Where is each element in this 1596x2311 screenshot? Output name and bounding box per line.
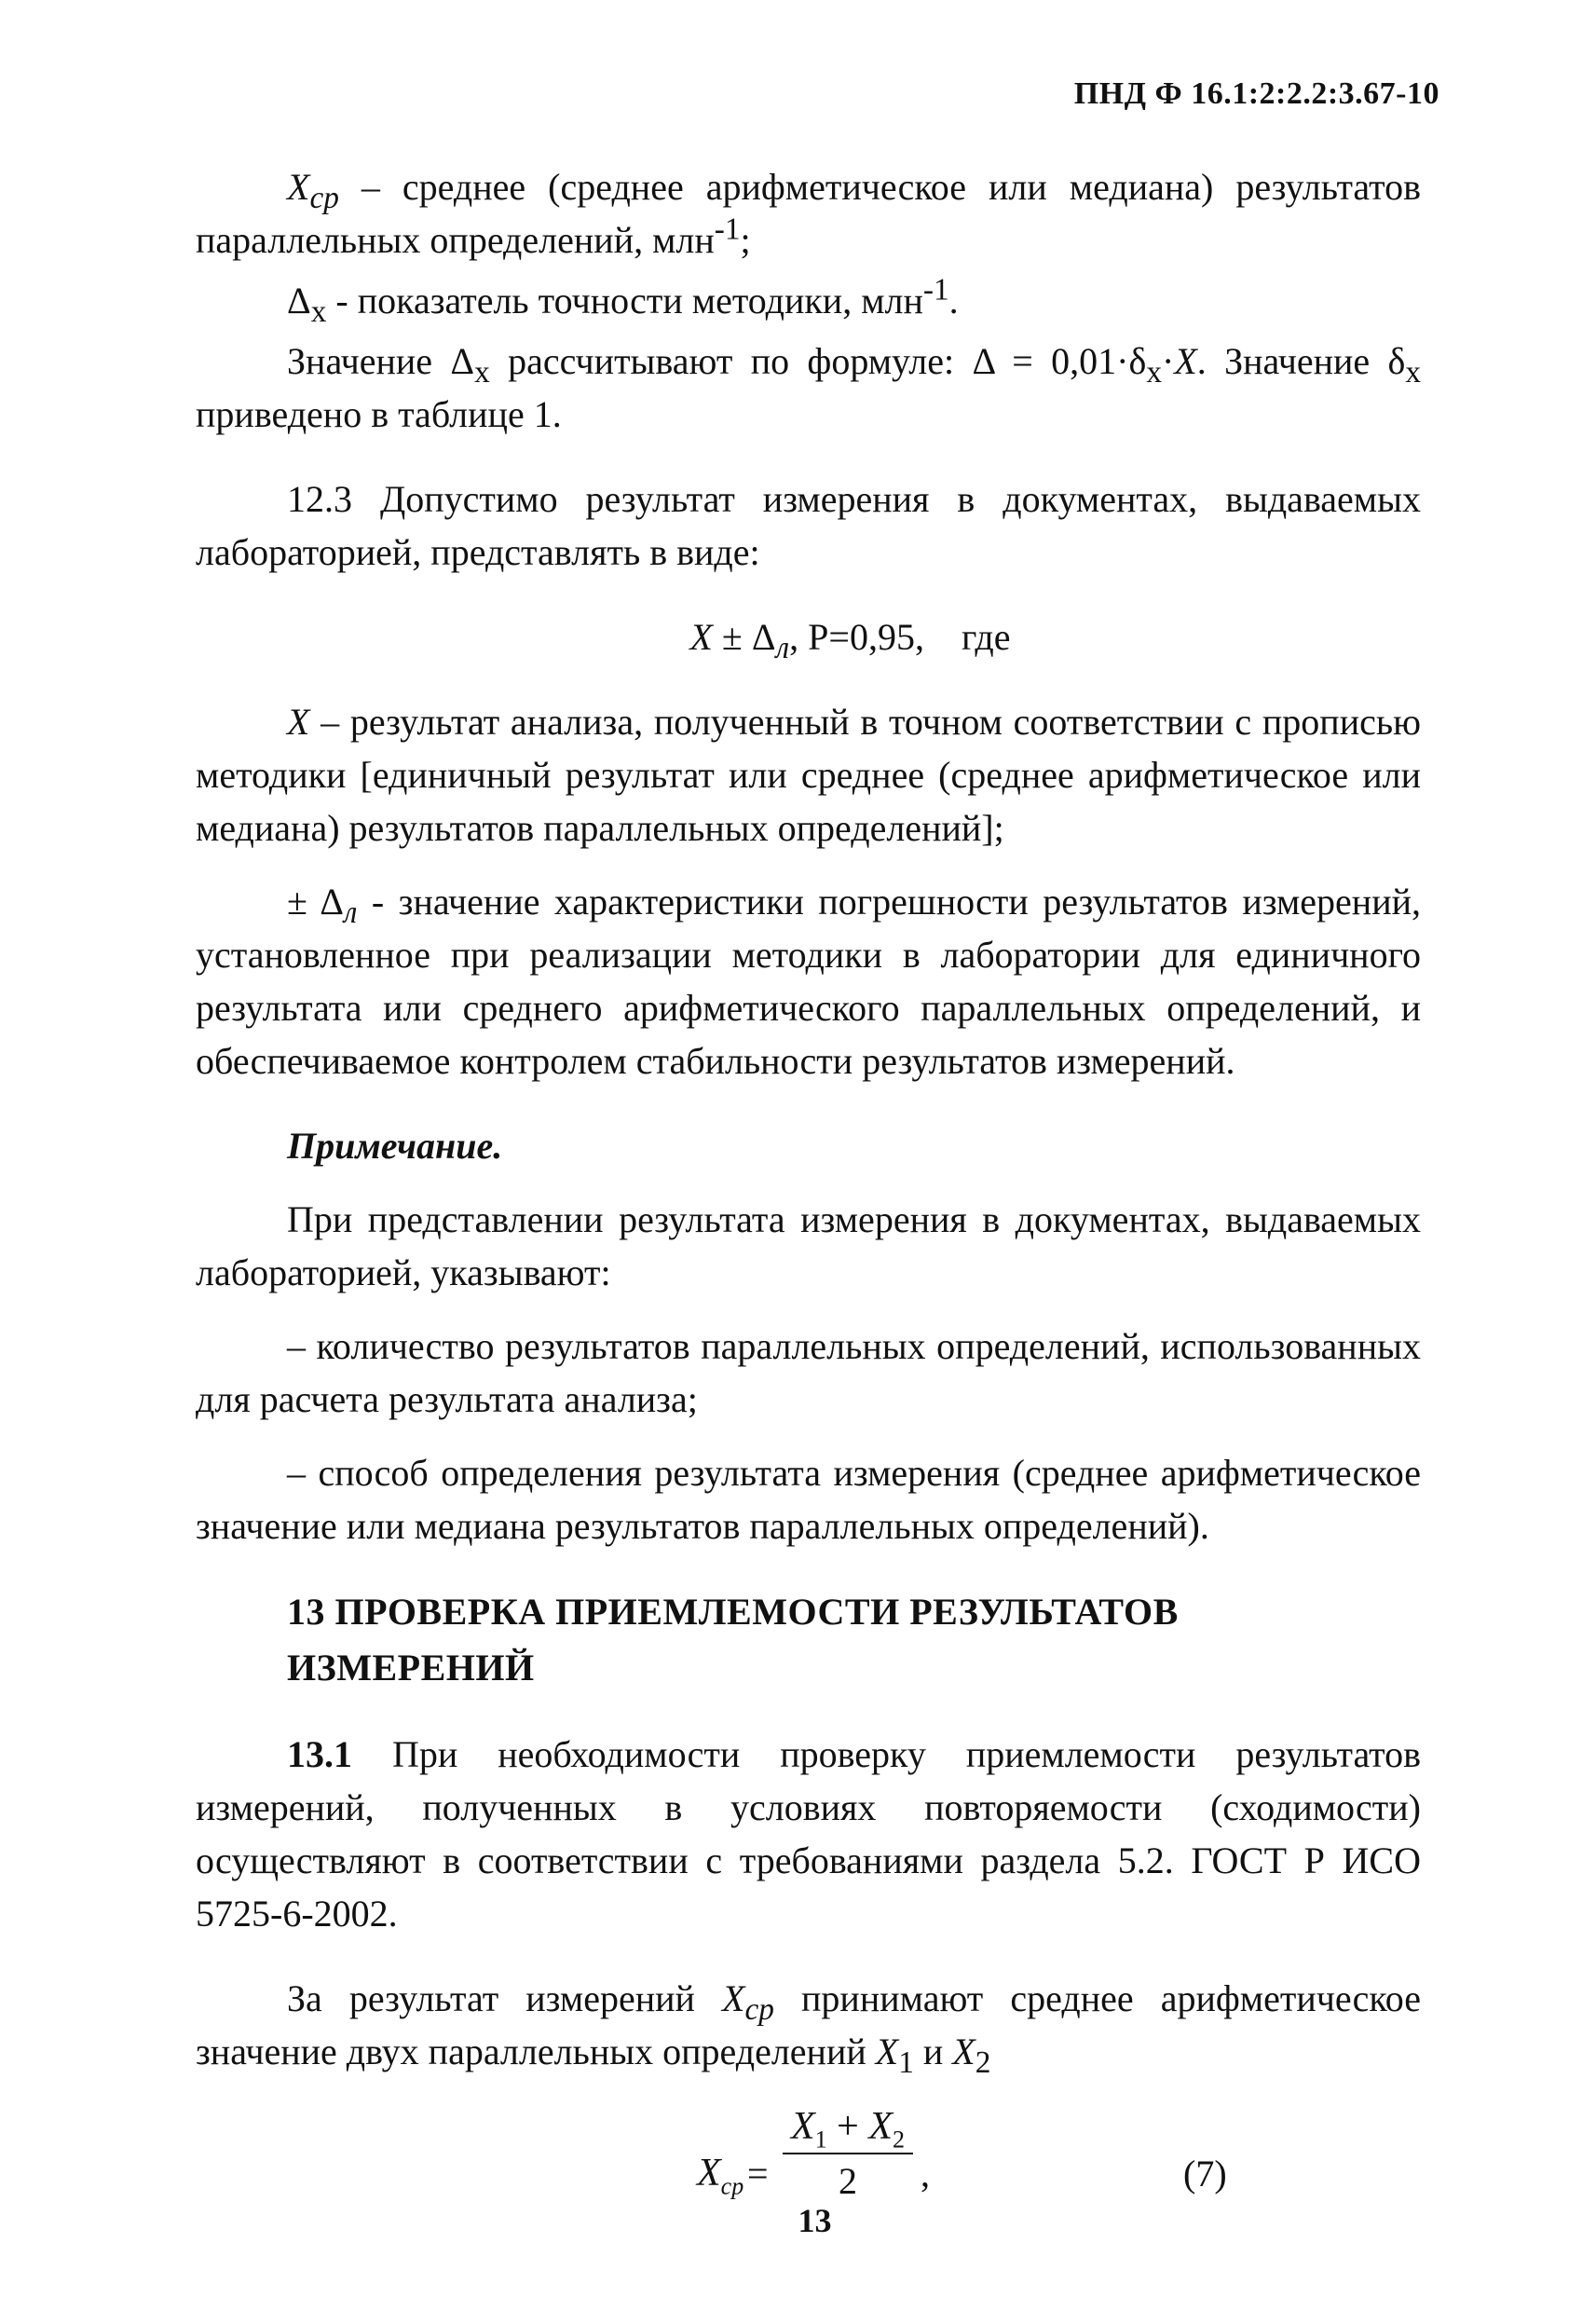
symbol-x: X: [791, 2105, 815, 2148]
punctuation: ;: [740, 219, 751, 261]
page-content: [196, 160, 1421, 2240]
result-formula: [196, 610, 1421, 663]
symbol-x: X: [868, 2105, 893, 2148]
formula-probability: , P=0,95,: [789, 616, 924, 658]
paragraph-13-1: [196, 1728, 1421, 1940]
note-intro: При представлении результата измерения в документах, выдаваемых лабораторией, указывают:: [196, 1198, 1421, 1293]
text-fragment: рассчитывают по формуле: Δ = 0,01·δ: [489, 340, 1147, 382]
definition-pm-delta: [196, 875, 1421, 1087]
superscript: -1: [922, 272, 949, 308]
symbol-x: X: [689, 616, 713, 658]
symbol-sub: x: [474, 355, 490, 390]
symbol-x: X: [1174, 340, 1197, 382]
symbol-x: X: [697, 2152, 721, 2195]
fraction-numerator: [783, 2100, 913, 2154]
equals-sign: =: [747, 2153, 769, 2195]
section-13-heading: [196, 1584, 1421, 1696]
symbol-sub: 1: [898, 2045, 914, 2080]
delta-calculation: [196, 335, 1421, 441]
symbol-sub: л: [343, 896, 358, 930]
text-fragment: ·: [1162, 340, 1175, 382]
text-fragment: . Значение δ: [1196, 340, 1406, 382]
symbol-delta: Δ: [287, 280, 311, 321]
note-item-method: – способ определения результата измерения (среднее арифметическое значение или медиана результатов параллельных определений).: [196, 1452, 1421, 1547]
symbol-sub: 1: [814, 2126, 827, 2154]
fraction: [783, 2100, 913, 2208]
formula-comma: ,: [921, 2153, 930, 2195]
symbol-x: X: [952, 2031, 975, 2072]
page-number: [0, 2201, 1596, 2240]
text-fragment: принимают среднее арифметическое значение двух параллельных определений: [196, 1977, 1421, 2072]
formula-number: (7): [1183, 2153, 1227, 2195]
symbol-pm-delta: ± Δ: [712, 616, 776, 658]
text-fragment: приведено в таблице 1.: [196, 393, 562, 435]
paragraph-12-3: 12.3 Допустимо результат измерения в документах, выдаваемых лабораторией, представлять в виде:: [196, 478, 1421, 573]
definition-text: - показатель точности методики, млн: [326, 280, 923, 321]
symbol-sub: x: [310, 294, 327, 329]
note-item-count: – количество результатов параллельных определений, использованных для расчета результата анализа;: [196, 1325, 1421, 1420]
text-fragment: и: [913, 2031, 953, 2072]
symbol-sub: ср: [309, 181, 339, 215]
symbol-sub: x: [1146, 355, 1163, 390]
superscript: -1: [714, 212, 741, 247]
formula-lhs: [697, 2147, 743, 2200]
symbol-x: X: [875, 2031, 899, 2072]
definition-x-result: [196, 695, 1421, 855]
definition-text: - значение характеристики погрешности результатов измерений, установленное при реализации методики в лаборатории для единичного результата или среднего арифметического параллельных определений, и обеспечиваемое контролем стабильности результатов измерений.: [196, 881, 1422, 1082]
symbol-delta: Δ: [450, 340, 475, 382]
symbol-sub: 2: [893, 2126, 905, 2154]
symbol-sub: л: [775, 631, 790, 665]
heading-line: 13 ПРОВЕРКА ПРИЕМЛЕМОСТИ РЕЗУЛЬТАТОВ: [287, 1591, 1179, 1633]
paragraph-number: 13.1: [287, 1733, 352, 1775]
symbol-pm-delta: ± Δ: [287, 881, 344, 923]
document-code: ПНД Ф 16.1:2:2.2:3.67-10: [1073, 76, 1439, 111]
definition-text: – среднее (среднее арифметическое или медиана) результатов параллельных определений, млн: [196, 166, 1421, 261]
fraction-denominator: 2: [839, 2160, 857, 2202]
symbol-sub: 2: [975, 2045, 991, 2080]
plus-sign: +: [826, 2105, 869, 2148]
paragraph-text: При необходимости проверку приемлемости результатов измерений, полученных в условиях повторяемости (сходимости) осуществляют в соответствии с требованиями раздела 5.2. ГОСТ Р ИСО 5725-6-2002.: [196, 1733, 1421, 1935]
text-fragment: Значение: [287, 340, 451, 382]
symbol-x: X: [722, 1977, 745, 2019]
note-title: Примечание.: [287, 1125, 503, 1167]
punctuation: .: [948, 280, 959, 321]
symbol-x: X: [287, 701, 310, 743]
heading-line: ИЗМЕРЕНИЙ: [287, 1647, 535, 1689]
symbol-x: X: [287, 166, 310, 208]
symbol-sub: ср: [720, 2172, 744, 2200]
text-fragment: За результат измерений: [287, 1977, 723, 2019]
paragraph-average: [196, 1972, 1421, 2078]
definition-xcp: [196, 160, 1421, 267]
definition-delta: [196, 274, 1421, 327]
formula-where: где: [961, 616, 1011, 658]
definition-text: – результат анализа, полученный в точном соответствии с прописью методики [единичный результат или среднее (среднее арифметическое или медиана) результатов параллельных определений];: [196, 701, 1421, 849]
symbol-sub: x: [1405, 355, 1421, 390]
page-number-text: 13: [798, 2202, 832, 2239]
symbol-sub: ср: [744, 1992, 774, 2027]
